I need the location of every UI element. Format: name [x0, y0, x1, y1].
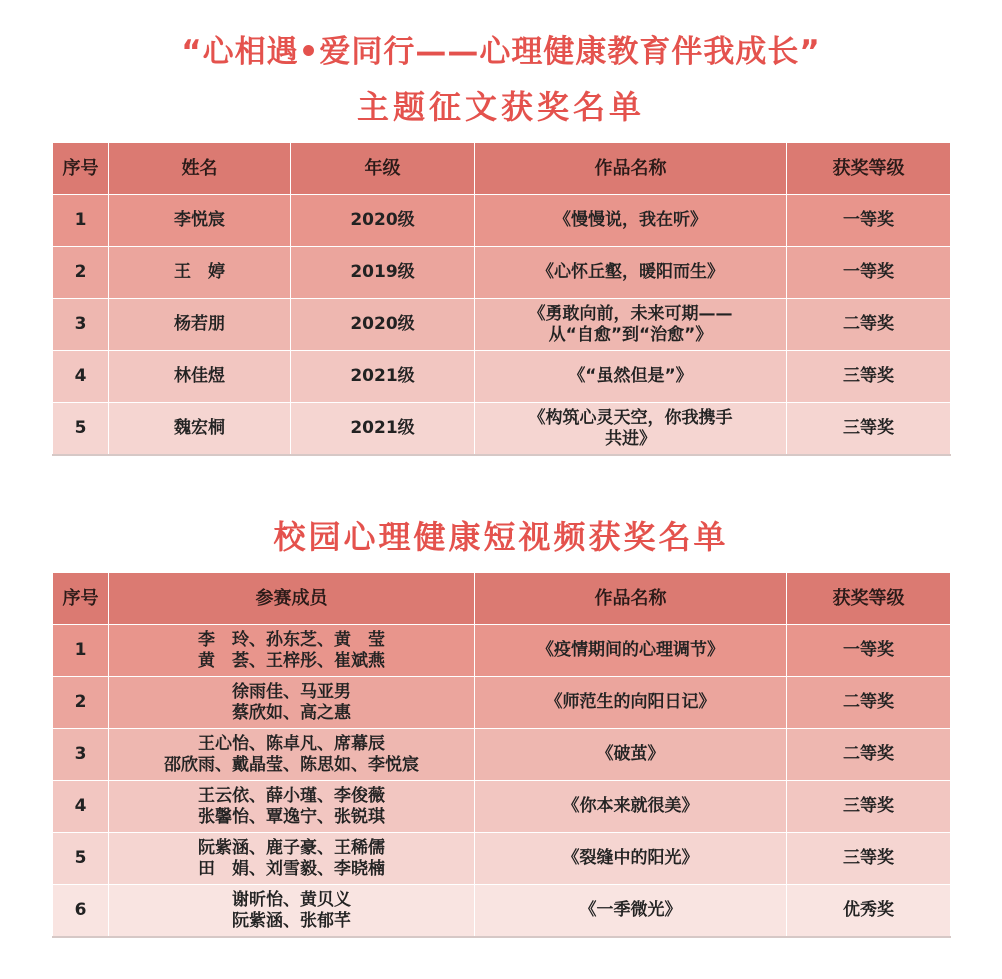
column-header-grade: 年级 [291, 143, 475, 195]
column-header-work: 作品名称 [475, 573, 787, 625]
cell-members: 王云依、薛小瑾、李俊薇 张馨怡、覃逸宁、张锐琪 [109, 781, 475, 833]
cell-award: 三等奖 [787, 403, 951, 456]
cell-work: 《慢慢说，我在听》 [475, 195, 787, 247]
table-row [53, 299, 951, 351]
cell-name: 魏宏桐 [109, 403, 291, 456]
cell-work: 《“虽然但是”》 [475, 351, 787, 403]
cell-award: 三等奖 [787, 781, 951, 833]
cell-work: 《一季微光》 [475, 885, 787, 938]
cell-no: 2 [53, 677, 109, 729]
cell-members: 徐雨佳、马亚男 蔡欣如、高之惠 [109, 677, 475, 729]
table-row [53, 833, 951, 885]
column-header-members: 参赛成员 [109, 573, 475, 625]
cell-work: 《破茧》 [475, 729, 787, 781]
essay-section-title: 主题征文获奖名单 [356, 88, 645, 126]
column-header-award: 获奖等级 [787, 143, 951, 195]
cell-name: 王 婷 [109, 247, 291, 299]
cell-work: 《构筑心灵天空，你我携手 共进》 [475, 403, 787, 456]
table-row [53, 677, 951, 729]
cell-name: 林佳煜 [109, 351, 291, 403]
table-header-row [53, 143, 951, 195]
cell-no: 5 [53, 833, 109, 885]
table-row [53, 625, 951, 677]
cell-work: 《心怀丘壑，暖阳而生》 [475, 247, 787, 299]
column-header-no: 序号 [53, 573, 109, 625]
column-header-name: 姓名 [109, 143, 291, 195]
column-header-no: 序号 [53, 143, 109, 195]
cell-award: 优秀奖 [787, 885, 951, 938]
cell-no: 5 [53, 403, 109, 456]
cell-name: 李悦宸 [109, 195, 291, 247]
cell-award: 一等奖 [787, 195, 951, 247]
cell-grade: 2020级 [291, 299, 475, 351]
cell-grade: 2019级 [291, 247, 475, 299]
cell-grade: 2021级 [291, 351, 475, 403]
cell-grade: 2020级 [291, 195, 475, 247]
cell-no: 2 [53, 247, 109, 299]
cell-no: 6 [53, 885, 109, 938]
cell-award: 二等奖 [787, 299, 951, 351]
cell-no: 4 [53, 781, 109, 833]
table-row [53, 195, 951, 247]
cell-members: 谢昕怡、黄贝义 阮紫涵、张郁芊 [109, 885, 475, 938]
table-row [53, 885, 951, 938]
video-section-title: 校园心理健康短视频获奖名单 [273, 518, 729, 556]
cell-no: 1 [53, 625, 109, 677]
cell-award: 二等奖 [787, 729, 951, 781]
cell-award: 三等奖 [787, 833, 951, 885]
table-row [53, 403, 951, 456]
cell-award: 一等奖 [787, 247, 951, 299]
cell-no: 3 [53, 729, 109, 781]
cell-members: 王心怡、陈卓凡、席幕辰 邵欣雨、戴晶莹、陈思如、李悦宸 [109, 729, 475, 781]
table-row [53, 247, 951, 299]
table-row [53, 729, 951, 781]
column-header-work: 作品名称 [475, 143, 787, 195]
cell-award: 一等奖 [787, 625, 951, 677]
cell-award: 三等奖 [787, 351, 951, 403]
table-row [53, 781, 951, 833]
video-award-table [52, 572, 951, 938]
cell-work: 《你本来就很美》 [475, 781, 787, 833]
page-title: “心相遇•爱同行——心理健康教育伴我成长” [181, 34, 821, 70]
cell-no: 1 [53, 195, 109, 247]
cell-members: 阮紫涵、鹿子豪、王稀儒 田 娟、刘雪毅、李晓楠 [109, 833, 475, 885]
cell-name: 杨若朋 [109, 299, 291, 351]
table-header-row [53, 573, 951, 625]
cell-work: 《裂缝中的阳光》 [475, 833, 787, 885]
cell-work: 《师范生的向阳日记》 [475, 677, 787, 729]
table-row [53, 351, 951, 403]
cell-award: 二等奖 [787, 677, 951, 729]
cell-no: 4 [53, 351, 109, 403]
column-header-award: 获奖等级 [787, 573, 951, 625]
cell-no: 3 [53, 299, 109, 351]
cell-work: 《疫情期间的心理调节》 [475, 625, 787, 677]
cell-work: 《勇敢向前，未来可期—— 从“自愈”到“治愈”》 [475, 299, 787, 351]
cell-grade: 2021级 [291, 403, 475, 456]
cell-members: 李 玲、孙东芝、黄 莹 黄 荟、王梓彤、崔斌燕 [109, 625, 475, 677]
essay-award-table [52, 142, 951, 456]
